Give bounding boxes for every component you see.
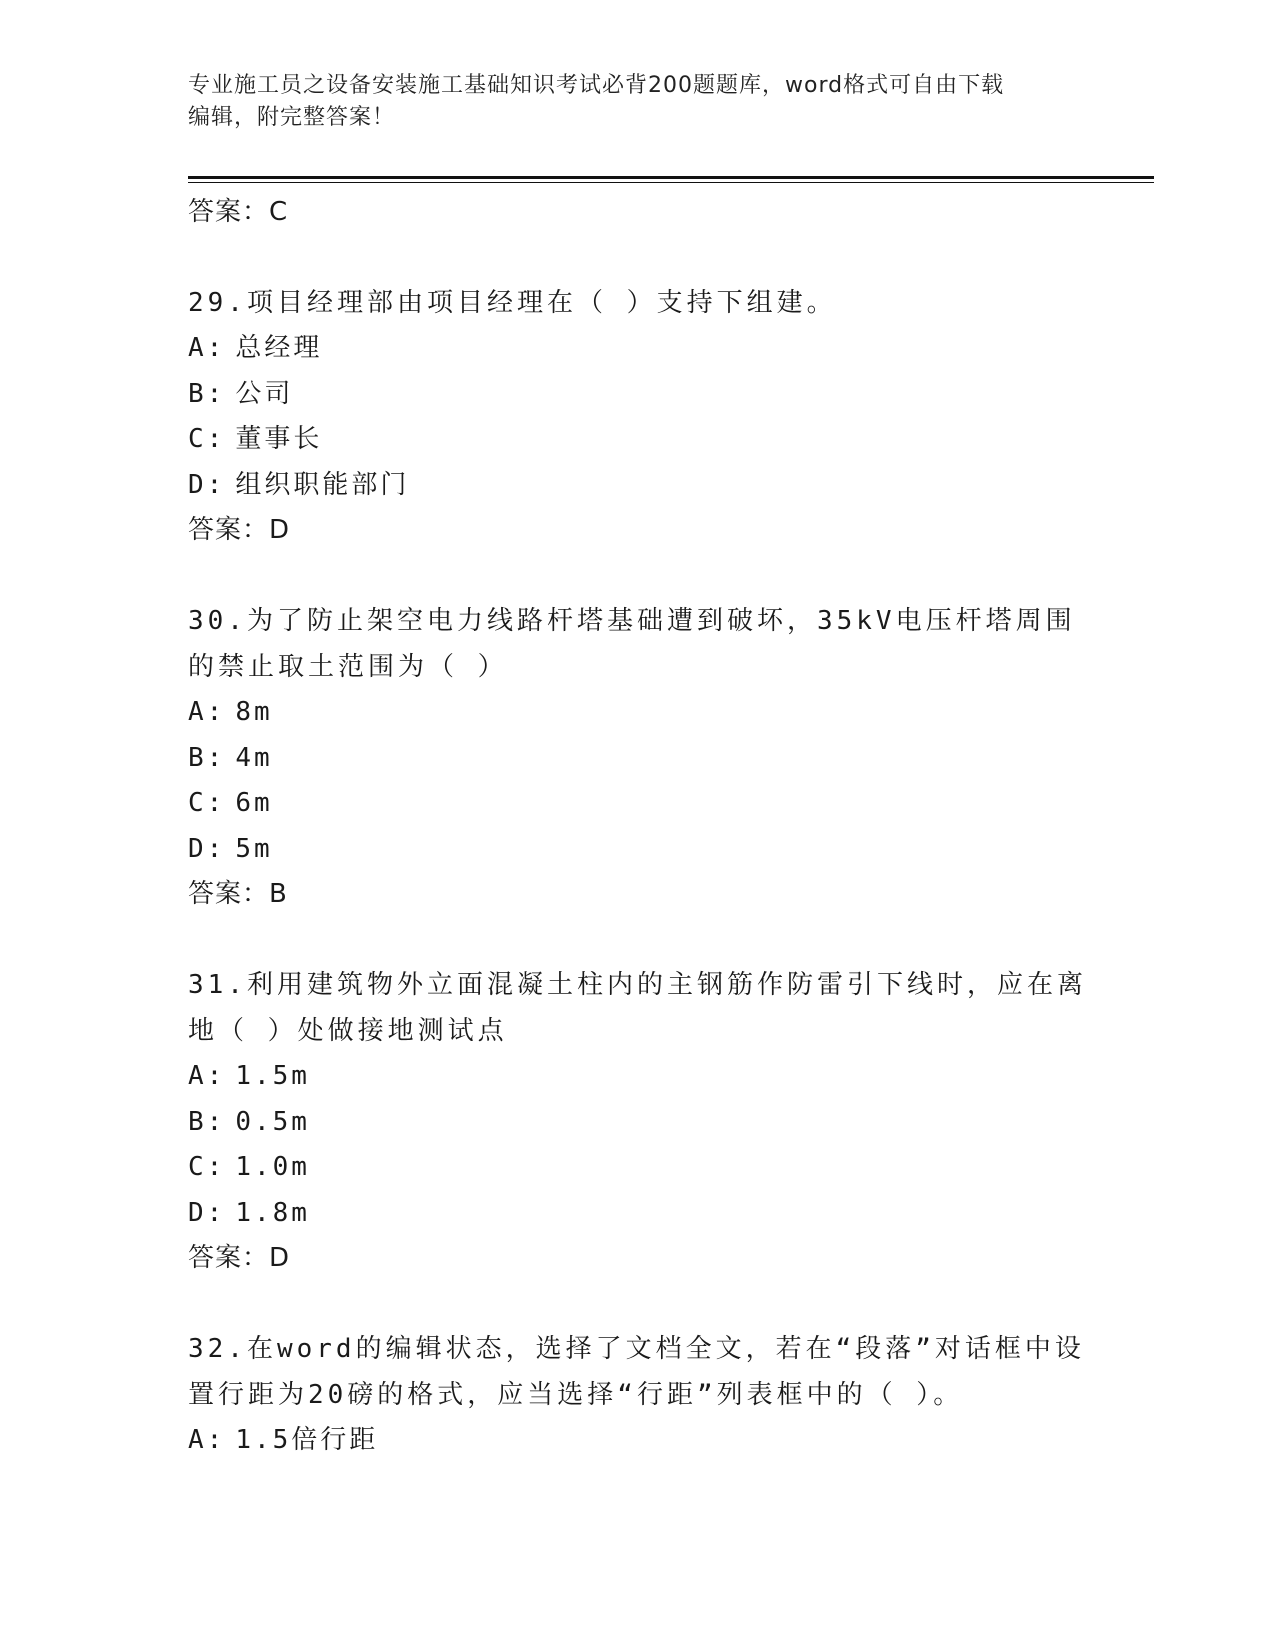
header-divider-thick [188,176,1154,179]
document-header [188,70,1088,134]
option-text: 1.0m [235,1152,310,1182]
option-text: 总经理 [235,333,323,363]
option-text: 4m [235,742,273,773]
option-letter: D: [188,833,226,864]
option-text: 组织职能部门 [235,469,410,500]
option-c [188,781,1088,827]
answer-line: 答案：D [188,1243,291,1273]
option-letter: B: [188,1106,226,1137]
question-29 [188,280,1088,552]
option-letter: B: [188,378,226,409]
option-letter: C: [188,788,226,818]
option-text: 0.5m [235,1106,310,1137]
answer-line: 答案：D [188,515,291,545]
question-list [188,190,1088,1464]
question-text: 30.为了防止架空电力线路杆塔基础遭到破坏，35kV电压杆塔周围的禁止取土范围为（ ） [188,606,1076,682]
option-d [188,463,1088,509]
option-letter: D: [188,469,226,500]
answer-line: 答案：B [188,879,288,909]
option-text: 6m [235,788,273,818]
option-a [188,1054,1088,1100]
header-line-1: 专业施工员之设备安装施工基础知识考试必背200题题库，word格式可自由下载 [188,73,1005,98]
option-text: 1.8m [235,1197,310,1228]
option-text: 公司 [235,378,294,409]
option-c [188,1145,1088,1191]
option-text: 8m [235,697,273,727]
option-letter: A: [188,1425,226,1455]
option-b [188,736,1088,782]
question-31 [188,962,1088,1280]
question-text: 29.项目经理部由项目经理在（ ）支持下组建。 [188,288,837,318]
option-letter: D: [188,1197,226,1228]
option-a [188,1418,1088,1464]
option-a [188,326,1088,372]
question-32 [188,1326,1088,1464]
option-c [188,417,1088,463]
header-divider-thin [188,182,1154,183]
option-text: 董事长 [235,424,323,454]
option-d [188,827,1088,873]
option-text: 1.5m [235,1061,310,1091]
question-text: 31.利用建筑物外立面混凝土柱内的主钢筋作防雷引下线时，应在离地（ ）处做接地测试点 [188,970,1087,1046]
option-b [188,372,1088,418]
option-letter: B: [188,742,226,773]
answer-line: 答案：C [188,197,289,227]
option-d [188,1191,1088,1237]
option-a [188,690,1088,736]
question-30 [188,598,1088,916]
option-b [188,1100,1088,1146]
option-letter: A: [188,1061,226,1091]
option-letter: A: [188,333,226,363]
option-text: 1.5倍行距 [235,1425,379,1455]
option-letter: C: [188,424,226,454]
question-text: 32.在word的编辑状态，选择了文档全文，若在“段落”对话框中设置行距为20磅的格式，应当选择“行距”列表框中的（ ）。 [188,1334,1085,1410]
header-line-2: 编辑，附完整答案！ [188,105,396,130]
option-letter: C: [188,1152,226,1182]
option-text: 5m [235,833,273,864]
option-letter: A: [188,697,226,727]
